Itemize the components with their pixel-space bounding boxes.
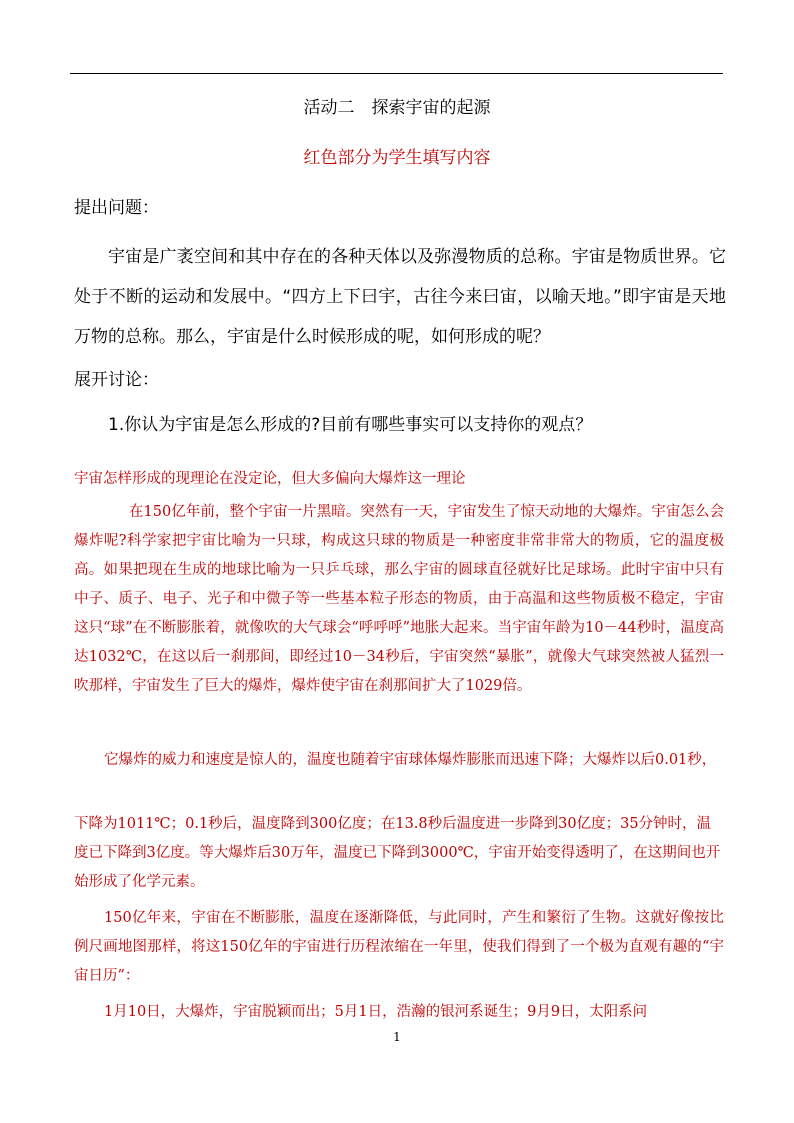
- answer-paragraph-1: 在150亿年前，整个宇宙一片黑暗。突然有一天，宇宙发生了惊天动地的大爆炸。宇宙怎么会爆炸呢?科学家把宇宙比喻为一只球，构成这只球的物质是一种密度非常非常大的物质，它的温度极高。如果把现在生成的地球比喻为一只乒乓球，那么宇宙的圆球直径就好比足球场。此时宇宙中只有中子、质子、电子、光子和中微子等一些基本粒子形态的物质，由于高温和这些物质极不稳定，宇宙这只“球”在不断膨胀着，就像吹的大气球会“呼呼呼”地胀大起来。当宇宙年龄为10－44秒时，温度高达1032℃，在这以后一刹那间，即经过10－34秒后，宇宙突然“暴胀”，就像大气球突然被人猛烈一吹那样，宇宙发生了巨大的爆炸，爆炸使宇宙在刹那间扩大了1029倍。: [74, 504, 724, 694]
- intro-paragraph: 宇宙是广袤空间和其中存在的各种天体以及弥漫物质的总称。宇宙是物质世界。它处于不断的运动和发展中。“四方上下曰宇，古往今来曰宙，以喻天地。”即宇宙是天地万物的总称。那么，宇宙是什么时候形成的呢，如何形成的呢？: [74, 247, 726, 347]
- question-section-heading: 提出问题：: [74, 198, 159, 218]
- answer-line-0: 宇宙怎样形成的现理论在没定论，但大多偏向大爆炸这一理论: [74, 471, 466, 487]
- answer-paragraph-5: 1月10日，大爆炸，宇宙脱颖而出；5月1日，浩瀚的银河系诞生；9月9日，太阳系问: [104, 1004, 648, 1020]
- document-title: 活动二 探索宇宙的起源: [303, 98, 491, 118]
- answer-paragraph-2: 它爆炸的威力和速度是惊人的，温度也随着宇宙球体爆炸膨胀而迅速下降；大爆炸以后0.01秒，: [104, 752, 717, 768]
- answer-paragraph-4: 150亿年来，宇宙在不断膨胀，温度在逐渐降低，与此同时，产生和繁衍了生物。这就好像按比例尺画地图那样，将这150亿年的宇宙进行历程浓缩在一年里，使我们得到了一个极为直观有趣的“宇宙日历”：: [74, 910, 724, 984]
- header-rule: [70, 73, 723, 74]
- discussion-question-1: 1.你认为宇宙是怎么形成的?目前有哪些事实可以支持你的观点？: [108, 415, 593, 435]
- document-subtitle: 红色部分为学生填写内容: [303, 148, 491, 168]
- answer-paragraph-3: 下降为1011℃；0.1秒后，温度降到300亿度；在13.8秒后温度进一步降到30亿度；35分钟时，温度已下降到3亿度。等大爆炸后30万年，温度已下降到3000℃，宇宙开始变得透明了，在这期间也开始形成了化学元素。: [74, 816, 721, 890]
- discussion-section-heading: 展开讨论：: [74, 370, 159, 390]
- page-number: 1: [393, 1030, 401, 1044]
